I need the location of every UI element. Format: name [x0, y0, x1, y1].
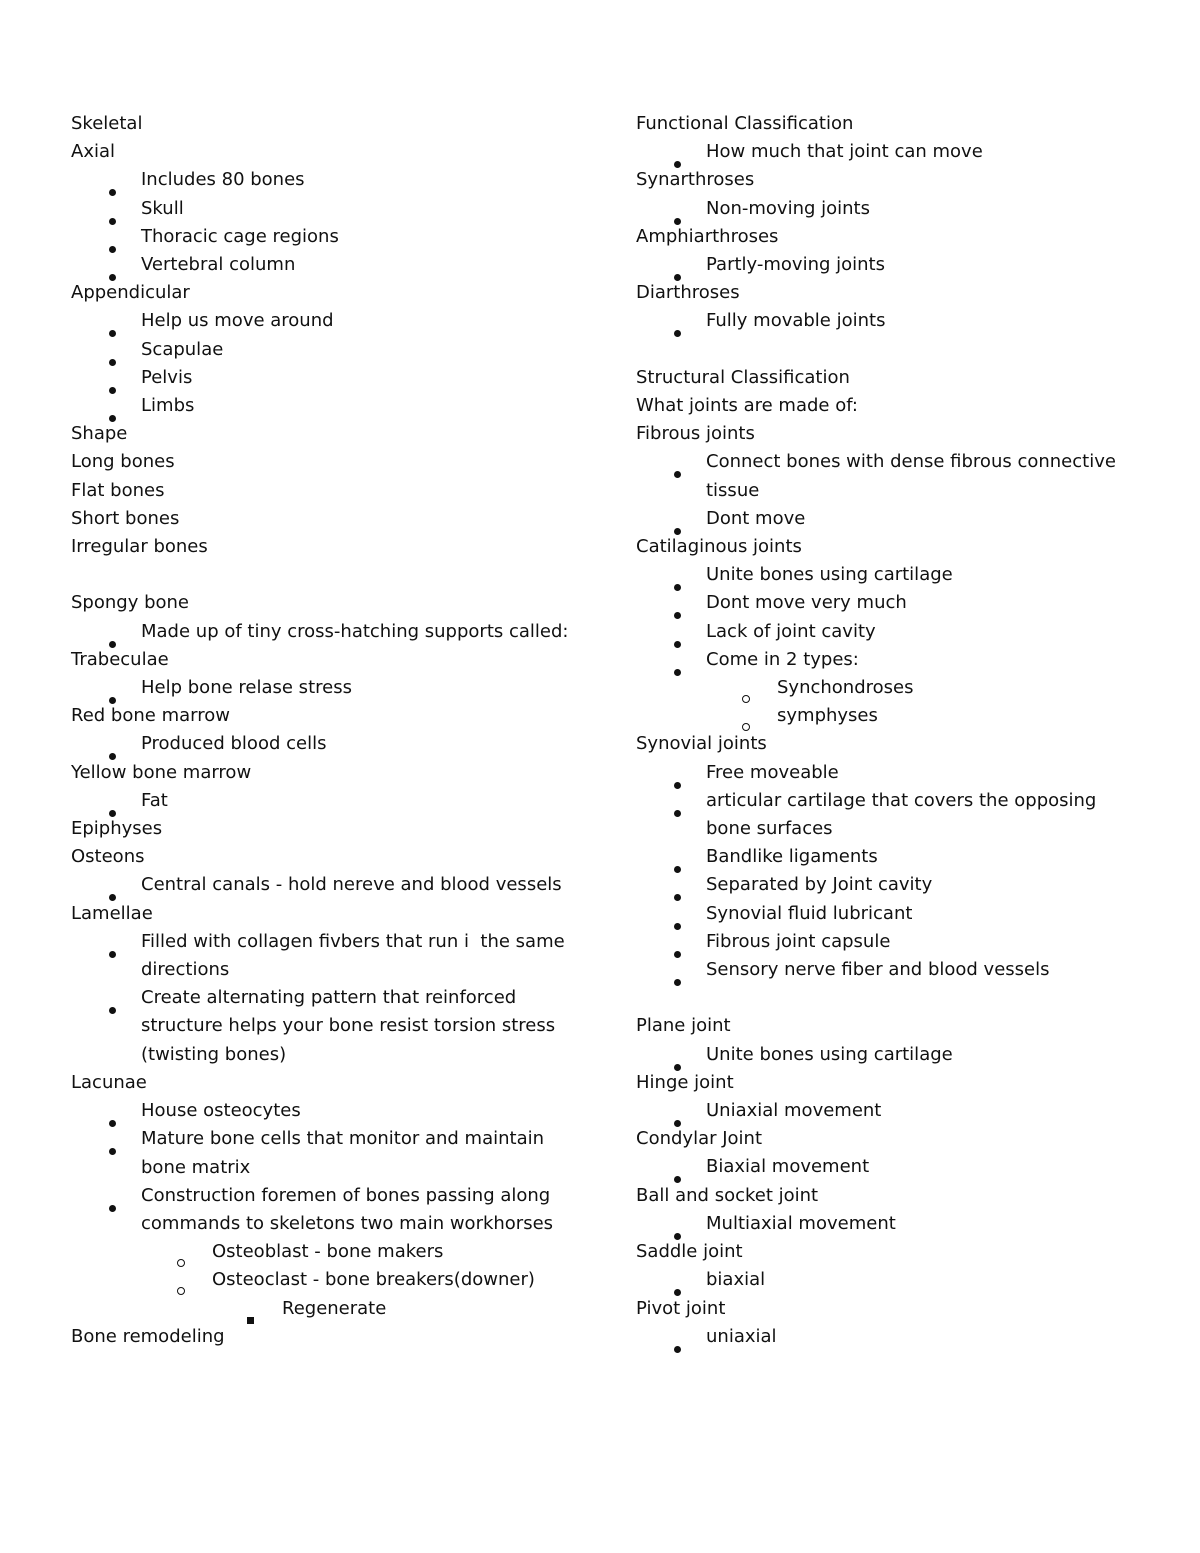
bullet-disc-icon: [674, 618, 681, 646]
line-text: Catilaginous joints: [636, 536, 802, 558]
line-text: Hinge joint: [636, 1071, 734, 1093]
bullet-disc-icon: [109, 618, 116, 646]
line-text: Made up of tiny cross-hatching supports called:: [141, 620, 569, 642]
bullet-disc-icon: [674, 195, 681, 223]
bullet-item: [636, 138, 1136, 166]
line-text: symphyses: [777, 705, 878, 727]
note-heading: [636, 533, 1136, 561]
bullet-item: [636, 1323, 1136, 1351]
bullet-item: [636, 956, 1136, 984]
line-text: Saddle joint: [636, 1241, 743, 1263]
bullet-disc-icon: [109, 392, 116, 420]
bullet-item: [636, 646, 1136, 674]
bullet-item: [636, 307, 1136, 335]
bullet-item: [71, 1125, 571, 1181]
bullet-disc-icon: [109, 787, 116, 815]
note-heading: [71, 702, 571, 730]
notes-column-left: [71, 110, 571, 1351]
note-heading: [636, 1295, 1136, 1323]
bullet-item: [71, 1295, 571, 1323]
bullet-item: [636, 1041, 1136, 1069]
note-heading: [636, 279, 1136, 307]
line-text: What joints are made of:: [636, 395, 858, 417]
line-text: Osteons: [71, 846, 145, 868]
line-text: Plane joint: [636, 1015, 731, 1037]
bullet-disc-icon: [674, 871, 681, 899]
bullet-disc-icon: [674, 448, 681, 476]
bullet-disc-icon: [109, 984, 116, 1012]
bullet-item: [636, 787, 1136, 843]
line-text: Separated by Joint cavity: [706, 874, 933, 896]
bullet-item: [71, 166, 571, 194]
line-text: Lamellae: [71, 902, 153, 924]
notes-column-right: [636, 110, 1136, 1351]
line-text: Connect bones with dense fibrous connective tissue: [706, 451, 1122, 501]
line-text: Free moveable: [706, 761, 839, 783]
line-text: Filled with collagen fivbers that run i the same directions: [141, 930, 571, 981]
note-heading: [636, 730, 1136, 758]
line-text: Pelvis: [141, 366, 193, 388]
bullet-item: [71, 984, 571, 1069]
note-heading: [71, 843, 571, 871]
line-text: Functional Classification: [636, 113, 854, 134]
note-heading: [71, 759, 571, 787]
line-text: Mature bone cells that monitor and maintain bone matrix: [141, 1128, 550, 1178]
note-heading: [636, 364, 1136, 392]
note-heading: [636, 1238, 1136, 1266]
line-text: Fibrous joints: [636, 423, 755, 445]
bullet-disc-icon: [674, 1323, 681, 1351]
bullet-disc-icon: [674, 646, 681, 674]
line-text: Synovial fluid lubricant: [706, 902, 913, 924]
note-heading: [636, 166, 1136, 194]
line-text: Dont move: [706, 507, 806, 529]
bullet-disc-icon: [674, 900, 681, 928]
bullet-circle-icon: [742, 702, 750, 730]
bullet-disc-icon: [674, 1266, 681, 1294]
blank-line: [636, 336, 1136, 364]
note-heading: [71, 900, 571, 928]
bullet-item: [636, 251, 1136, 279]
note-heading: [636, 110, 1136, 138]
bullet-item: [71, 307, 571, 335]
line-text: Biaxial movement: [706, 1156, 870, 1178]
line-text: Axial: [71, 141, 115, 163]
bullet-item: [71, 618, 571, 646]
bullet-disc-icon: [109, 871, 116, 899]
line-text: Help us move around: [141, 310, 334, 332]
bullet-item: [71, 223, 571, 251]
bullet-item: [71, 730, 571, 758]
line-text: Construction foremen of bones passing along commands to skeletons two main workhorses: [141, 1184, 556, 1234]
bullet-disc-icon: [674, 1153, 681, 1181]
note-heading: [71, 533, 571, 561]
bullet-disc-icon: [109, 730, 116, 758]
bullet-item: [71, 251, 571, 279]
bullet-item: [636, 1097, 1136, 1125]
line-text: Spongy bone: [71, 592, 189, 614]
bullet-item: [636, 1153, 1136, 1181]
bullet-item: [636, 871, 1136, 899]
line-text: How much that joint can move: [706, 141, 983, 163]
line-text: Fat: [141, 789, 168, 811]
bullet-disc-icon: [674, 1041, 681, 1069]
blank-line: [636, 984, 1136, 1012]
note-heading: [71, 589, 571, 617]
line-text: Yellow bone marrow: [71, 761, 252, 783]
line-text: Bandlike ligaments: [706, 846, 878, 868]
line-text: Osteoblast - bone makers: [212, 1241, 444, 1263]
line-text: Multiaxial movement: [706, 1212, 896, 1234]
note-heading: [71, 1323, 571, 1351]
bullet-item: [71, 871, 571, 899]
bullet-disc-icon: [109, 1125, 116, 1153]
note-heading: [636, 1069, 1136, 1097]
line-text: Lack of joint cavity: [706, 620, 876, 642]
line-text: Central canals - hold nereve and blood vessels: [141, 874, 562, 896]
bullet-disc-icon: [674, 561, 681, 589]
bullet-disc-icon: [109, 166, 116, 194]
bullet-disc-icon: [109, 364, 116, 392]
line-text: Limbs: [141, 395, 195, 417]
note-heading: [71, 110, 571, 138]
line-text: Synovial joints: [636, 733, 767, 755]
line-text: Lacunae: [71, 1071, 147, 1093]
note-heading: [636, 223, 1136, 251]
line-text: Produced blood cells: [141, 733, 327, 755]
bullet-disc-icon: [674, 1210, 681, 1238]
bullet-circle-icon: [177, 1238, 185, 1266]
bullet-disc-icon: [674, 251, 681, 279]
line-text: Vertebral column: [141, 254, 296, 276]
line-text: Regenerate: [282, 1297, 387, 1319]
bullet-disc-icon: [109, 1097, 116, 1125]
note-heading: [71, 420, 571, 448]
line-text: biaxial: [706, 1269, 766, 1291]
bullet-item: [636, 843, 1136, 871]
line-text: Condylar Joint: [636, 1128, 763, 1150]
bullet-disc-icon: [674, 759, 681, 787]
bullet-disc-icon: [109, 1182, 116, 1210]
bullet-disc-icon: [674, 787, 681, 815]
bullet-item: [71, 674, 571, 702]
line-text: Unite bones using cartilage: [706, 1043, 953, 1065]
line-text: Ball and socket joint: [636, 1184, 819, 1206]
line-text: Come in 2 types:: [706, 648, 859, 670]
line-text: Sensory nerve fiber and blood vessels: [706, 959, 1050, 981]
bullet-item: [636, 928, 1136, 956]
bullet-disc-icon: [109, 251, 116, 279]
note-heading: [71, 505, 571, 533]
line-text: Amphiarthroses: [636, 225, 779, 247]
line-text: Pivot joint: [636, 1297, 726, 1319]
line-text: Includes 80 bones: [141, 169, 305, 191]
line-text: Bone remodeling: [71, 1325, 225, 1347]
line-text: Epiphyses: [71, 818, 163, 840]
bullet-disc-icon: [109, 195, 116, 223]
line-text: Skull: [141, 197, 184, 219]
line-text: Diarthroses: [636, 282, 740, 304]
bullet-disc-icon: [109, 674, 116, 702]
bullet-item: [71, 928, 571, 984]
line-text: articular cartilage that covers the opposing bone surfaces: [706, 789, 1103, 840]
bullet-item: [71, 1182, 571, 1238]
bullet-item: [71, 1266, 571, 1294]
bullet-disc-icon: [674, 138, 681, 166]
note-heading: [71, 279, 571, 307]
bullet-item: [636, 759, 1136, 787]
bullet-disc-icon: [674, 843, 681, 871]
note-heading: [71, 448, 571, 476]
bullet-square-icon: [247, 1295, 254, 1323]
bullet-item: [636, 505, 1136, 533]
line-text: uniaxial: [706, 1325, 777, 1347]
line-text: Unite bones using cartilage: [706, 564, 953, 586]
line-text: Thoracic cage regions: [141, 225, 339, 247]
line-text: Structural Classification: [636, 366, 850, 388]
bullet-item: [636, 618, 1136, 646]
bullet-disc-icon: [674, 307, 681, 335]
bullet-disc-icon: [674, 589, 681, 617]
note-heading: [71, 1069, 571, 1097]
bullet-circle-icon: [177, 1266, 185, 1294]
line-text: Fibrous joint capsule: [706, 930, 891, 952]
line-text: Dont move very much: [706, 592, 907, 614]
blank-line: [71, 561, 571, 589]
note-heading: [71, 815, 571, 843]
note-heading: [71, 477, 571, 505]
line-text: Appendicular: [71, 282, 190, 304]
line-text: Red bone marrow: [71, 705, 230, 727]
line-text: Scapulae: [141, 338, 224, 360]
bullet-item: [71, 336, 571, 364]
line-text: Shape: [71, 423, 128, 445]
note-heading: [636, 1012, 1136, 1040]
line-text: Partly-moving joints: [706, 254, 885, 276]
bullet-item: [71, 392, 571, 420]
bullet-disc-icon: [109, 307, 116, 335]
bullet-item: [636, 702, 1136, 730]
line-text: Irregular bones: [71, 536, 208, 558]
line-text: House osteocytes: [141, 1100, 301, 1122]
bullet-item: [636, 448, 1136, 504]
note-heading: [71, 646, 571, 674]
bullet-item: [71, 787, 571, 815]
bullet-item: [636, 900, 1136, 928]
line-text: Fully movable joints: [706, 310, 886, 332]
note-heading: [636, 420, 1136, 448]
bullet-item: [71, 1097, 571, 1125]
bullet-item: [71, 195, 571, 223]
line-text: Synchondroses: [777, 677, 914, 699]
line-text: Trabeculae: [71, 648, 169, 670]
bullet-item: [636, 1210, 1136, 1238]
line-text: Create alternating pattern that reinforced structure helps your bone resist torsion stress (twisting bones): [141, 987, 561, 1065]
bullet-item: [636, 561, 1136, 589]
bullet-disc-icon: [109, 336, 116, 364]
bullet-item: [71, 1238, 571, 1266]
note-heading: [636, 1125, 1136, 1153]
note-heading: [636, 1182, 1136, 1210]
line-text: Uniaxial movement: [706, 1100, 882, 1122]
note-heading: [71, 138, 571, 166]
line-text: Help bone relase stress: [141, 677, 352, 699]
bullet-disc-icon: [674, 1097, 681, 1125]
bullet-item: [636, 589, 1136, 617]
bullet-item: [636, 674, 1136, 702]
bullet-disc-icon: [674, 928, 681, 956]
bullet-disc-icon: [674, 505, 681, 533]
bullet-disc-icon: [109, 928, 116, 956]
line-text: Long bones: [71, 451, 175, 473]
bullet-circle-icon: [742, 674, 750, 702]
bullet-disc-icon: [674, 956, 681, 984]
bullet-disc-icon: [109, 223, 116, 251]
bullet-item: [636, 195, 1136, 223]
note-heading: [636, 392, 1136, 420]
line-text: Skeletal: [71, 113, 143, 134]
line-text: Osteoclast - bone breakers(downer): [212, 1269, 535, 1291]
line-text: Synarthroses: [636, 169, 755, 191]
line-text: Short bones: [71, 507, 180, 529]
line-text: Non-moving joints: [706, 197, 870, 219]
bullet-item: [71, 364, 571, 392]
bullet-item: [636, 1266, 1136, 1294]
line-text: Flat bones: [71, 479, 165, 501]
